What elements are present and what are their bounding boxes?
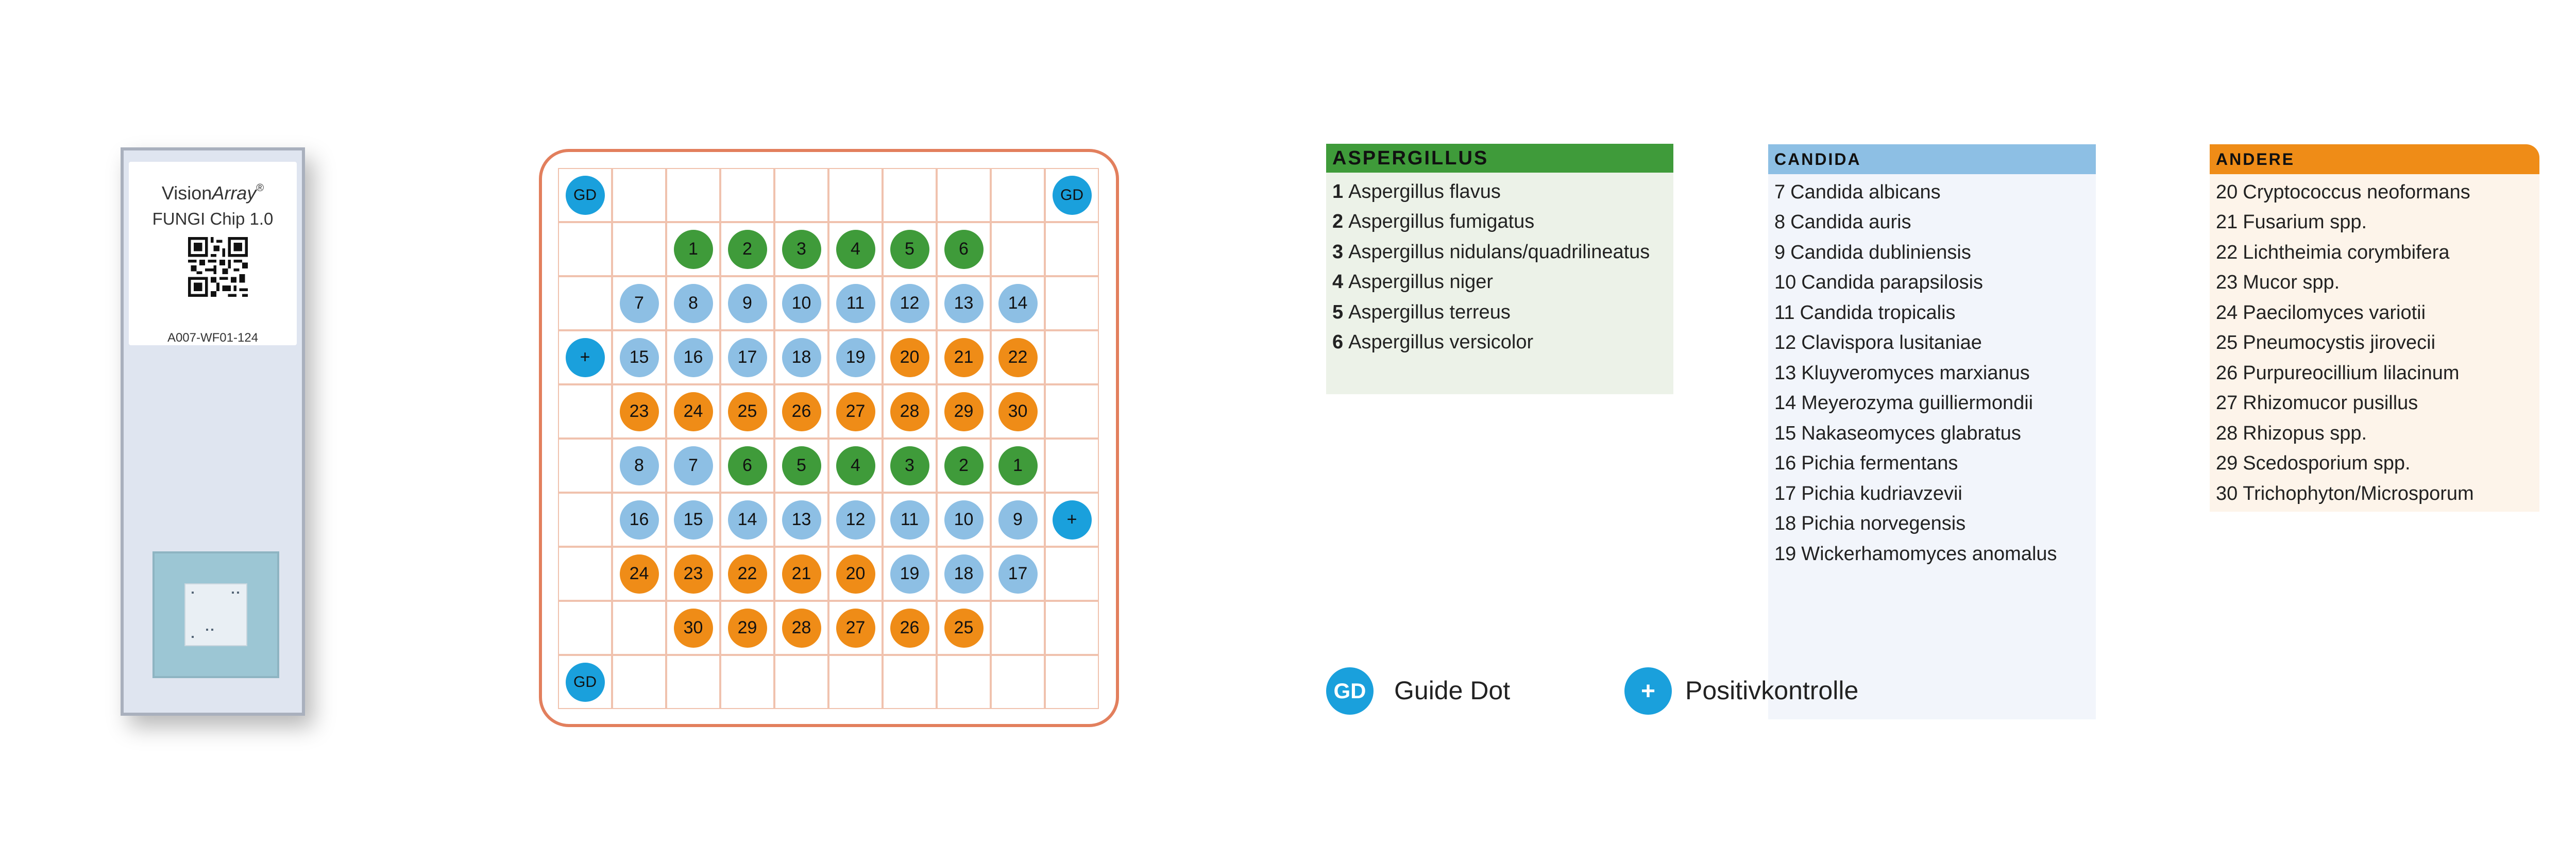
probe-spot: 24 bbox=[620, 554, 659, 594]
legend-item bbox=[2216, 389, 2533, 419]
legend-item-name: Mucor spp. bbox=[2243, 272, 2340, 294]
legend-item-name: Candida albicans bbox=[1790, 181, 1941, 203]
legend-item bbox=[1774, 389, 2090, 419]
probe-spot: 10 bbox=[944, 500, 984, 540]
legend-item-name: Rhizopus spp. bbox=[2243, 422, 2367, 444]
legend-item-number: 11 bbox=[1774, 301, 1795, 324]
legend-item bbox=[1774, 208, 2090, 238]
guide-dot-spot: GD bbox=[566, 663, 605, 702]
probe-spot: 18 bbox=[944, 554, 984, 594]
legend-item-name: Aspergillus niger bbox=[1348, 271, 1494, 293]
legend-item-number: 14 bbox=[1774, 392, 1797, 414]
probe-spot: 26 bbox=[890, 609, 929, 648]
probe-spot: 23 bbox=[620, 392, 659, 431]
legend-item-name: Paecilomyces variotii bbox=[2243, 301, 2426, 324]
probe-spot: 4 bbox=[836, 230, 875, 269]
chip-array-area bbox=[184, 583, 247, 646]
probe-spot: 6 bbox=[728, 446, 767, 485]
chip-brand bbox=[129, 182, 297, 204]
probe-spot: 29 bbox=[944, 392, 984, 431]
probe-spot: 12 bbox=[890, 284, 929, 323]
probe-spot: 7 bbox=[620, 284, 659, 323]
legend-item bbox=[1774, 177, 2090, 208]
legend-item bbox=[1332, 237, 1667, 267]
guide-dot-spot: GD bbox=[566, 176, 605, 215]
legend-item-name: Rhizomucor pusillus bbox=[2243, 392, 2418, 414]
legend-item-name: Lichtheimia corymbifera bbox=[2243, 241, 2450, 263]
legend-item-number: 15 bbox=[1774, 422, 1797, 444]
legend-item bbox=[2216, 298, 2533, 328]
chip-label bbox=[129, 162, 297, 345]
chip-brand-italic: Array bbox=[212, 182, 257, 204]
probe-spot: 10 bbox=[782, 284, 821, 323]
legend-item-number: 10 bbox=[1774, 272, 1797, 294]
legend-item bbox=[2216, 358, 2533, 389]
probe-spot: 2 bbox=[944, 446, 984, 485]
probe-spot: 22 bbox=[998, 338, 1038, 377]
positive-control-key-icon: + bbox=[1624, 667, 1672, 715]
probe-spot: 7 bbox=[674, 446, 713, 485]
grid-lines bbox=[558, 168, 1099, 709]
probe-spot: 8 bbox=[674, 284, 713, 323]
legend-item-number: 29 bbox=[2216, 452, 2238, 475]
legend-item bbox=[2216, 177, 2533, 208]
probe-spot: 17 bbox=[728, 338, 767, 377]
probe-spot: 2 bbox=[728, 230, 767, 269]
probe-spot: 29 bbox=[728, 609, 767, 648]
legend-aspergillus-title: ASPERGILLUS bbox=[1326, 144, 1673, 173]
probe-spot: 19 bbox=[890, 554, 929, 594]
positive-control-key-label: Positivkontrolle bbox=[1685, 676, 1859, 705]
probe-spot: 24 bbox=[674, 392, 713, 431]
legend-item-number: 25 bbox=[2216, 332, 2238, 354]
probe-spot: 4 bbox=[836, 446, 875, 485]
legend-item-name: Candida auris bbox=[1790, 211, 1911, 233]
legend-item bbox=[1332, 328, 1667, 358]
legend-item-name: Kluyveromyces marxianus bbox=[1801, 362, 2030, 384]
legend-aspergillus-list bbox=[1326, 173, 1673, 394]
probe-spot: 25 bbox=[944, 609, 984, 648]
guide-dot-spot: GD bbox=[1053, 176, 1092, 215]
probe-spot: 12 bbox=[836, 500, 875, 540]
legend-andere-title: ANDERE bbox=[2210, 144, 2539, 174]
legend-item-number: 17 bbox=[1774, 482, 1797, 504]
legend-item-name: Purpureocillium lilacinum bbox=[2243, 362, 2460, 384]
legend-item bbox=[1774, 238, 2090, 268]
legend-candida bbox=[1768, 144, 2096, 719]
legend-item-number: 21 bbox=[2216, 211, 2238, 233]
legend-item bbox=[1332, 297, 1667, 328]
probe-spot: 8 bbox=[620, 446, 659, 485]
legend-item-number: 27 bbox=[2216, 392, 2238, 414]
legend-item bbox=[1332, 207, 1667, 238]
probe-spot: 23 bbox=[674, 554, 713, 594]
legend-item-name: Pichia fermentans bbox=[1801, 452, 1958, 475]
probe-spot: 21 bbox=[944, 338, 984, 377]
legend-item bbox=[1774, 509, 2090, 540]
probe-spot: 14 bbox=[998, 284, 1038, 323]
legend-item-name: Candida tropicalis bbox=[1800, 301, 1956, 324]
legend-item bbox=[1774, 418, 2090, 449]
legend-item bbox=[1332, 267, 1667, 298]
probe-spot: 1 bbox=[998, 446, 1038, 485]
legend-item-number: 3 bbox=[1332, 241, 1344, 263]
probe-spot: 13 bbox=[944, 284, 984, 323]
legend-item bbox=[2216, 328, 2533, 359]
probe-spot: 3 bbox=[782, 230, 821, 269]
probe-spot: 27 bbox=[836, 392, 875, 431]
legend-item-name: Aspergillus nidulans/quadrilineatus bbox=[1348, 241, 1650, 263]
legend-item-number: 22 bbox=[2216, 241, 2238, 263]
legend-item bbox=[2216, 418, 2533, 449]
legend-item bbox=[1774, 479, 2090, 509]
legend-item-number: 12 bbox=[1774, 332, 1797, 354]
chip-model: FUNGI Chip 1.0 bbox=[152, 209, 274, 228]
legend-item-name: Aspergillus flavus bbox=[1348, 180, 1501, 203]
legend-item bbox=[2216, 208, 2533, 238]
legend-aspergillus bbox=[1326, 144, 1673, 394]
legend-item bbox=[1774, 268, 2090, 298]
guide-dot-key-label: Guide Dot bbox=[1394, 676, 1511, 705]
legend-item bbox=[2216, 268, 2533, 298]
probe-spot: 14 bbox=[728, 500, 767, 540]
legend-item-number: 1 bbox=[1332, 180, 1344, 203]
legend-item bbox=[1332, 177, 1667, 207]
probe-spot: 9 bbox=[728, 284, 767, 323]
legend-item-number: 20 bbox=[2216, 181, 2238, 203]
legend-item-number: 13 bbox=[1774, 362, 1797, 384]
legend-item bbox=[2216, 449, 2533, 479]
probe-spot: 18 bbox=[782, 338, 821, 377]
legend-item-number: 7 bbox=[1774, 181, 1786, 203]
probe-spot: 9 bbox=[998, 500, 1038, 540]
probe-spot: 19 bbox=[836, 338, 875, 377]
legend-item-name: Cryptococcus neoformans bbox=[2243, 181, 2470, 203]
probe-spot: 28 bbox=[890, 392, 929, 431]
probe-spot: 11 bbox=[890, 500, 929, 540]
legend-item-number: 24 bbox=[2216, 301, 2238, 324]
probe-spot: 6 bbox=[944, 230, 984, 269]
legend-item-number: 19 bbox=[1774, 543, 1797, 565]
qr-code-icon bbox=[188, 237, 248, 297]
legend-item bbox=[1774, 298, 2090, 328]
legend-item-name: Scedosporium spp. bbox=[2243, 452, 2411, 475]
probe-spot: 21 bbox=[782, 554, 821, 594]
probe-spot: 20 bbox=[890, 338, 929, 377]
legend-item bbox=[2216, 479, 2533, 509]
legend-item-number: 6 bbox=[1332, 331, 1344, 353]
probe-spot: 20 bbox=[836, 554, 875, 594]
legend-item-name: Pichia kudriavzevii bbox=[1801, 482, 1962, 504]
probe-spot: 16 bbox=[620, 500, 659, 540]
legend-item-number: 2 bbox=[1332, 211, 1344, 233]
legend-item-number: 16 bbox=[1774, 452, 1797, 475]
legend-item-name: Aspergillus terreus bbox=[1348, 301, 1511, 323]
legend-candida-list bbox=[1768, 174, 2096, 719]
legend-item-number: 18 bbox=[1774, 513, 1797, 535]
legend-item bbox=[1774, 328, 2090, 359]
fungi-chip-slide bbox=[121, 147, 305, 716]
probe-spot: 13 bbox=[782, 500, 821, 540]
chip-brand-text: Vision bbox=[161, 182, 212, 204]
chip-array-window bbox=[152, 551, 279, 678]
legend-item-name: Wickerhamomyces anomalus bbox=[1801, 543, 2057, 565]
probe-spot: 28 bbox=[782, 609, 821, 648]
guide-dot-key-icon: GD bbox=[1326, 667, 1374, 715]
legend-item bbox=[1774, 539, 2090, 569]
probe-spot: 16 bbox=[674, 338, 713, 377]
probe-spot: 17 bbox=[998, 554, 1038, 594]
probe-spot: 27 bbox=[836, 609, 875, 648]
legend-item-number: 5 bbox=[1332, 301, 1344, 323]
legend-item-name: Aspergillus fumigatus bbox=[1348, 211, 1535, 233]
chip-serial-number: A007-WF01-124 bbox=[167, 331, 259, 345]
legend-item-name: Pneumocystis jirovecii bbox=[2243, 332, 2436, 354]
probe-spot: 5 bbox=[890, 230, 929, 269]
legend-item-number: 4 bbox=[1332, 271, 1344, 293]
legend-item-name: Nakaseomyces glabratus bbox=[1801, 422, 2021, 444]
probe-spot: 3 bbox=[890, 446, 929, 485]
legend-item bbox=[1774, 449, 2090, 479]
probe-spot: 22 bbox=[728, 554, 767, 594]
legend-item-number: 26 bbox=[2216, 362, 2238, 384]
legend-item-name: Trichophyton/Microsporum bbox=[2243, 482, 2474, 504]
array-marker-dots-icon bbox=[185, 584, 246, 645]
positive-control-spot: + bbox=[566, 338, 605, 377]
legend-item bbox=[1774, 358, 2090, 389]
probe-spot: 1 bbox=[674, 230, 713, 269]
probe-spot: 30 bbox=[998, 392, 1038, 431]
legend-candida-title: CANDIDA bbox=[1768, 144, 2096, 174]
probe-spot: 30 bbox=[674, 609, 713, 648]
probe-spot: 11 bbox=[836, 284, 875, 323]
probe-spot: 5 bbox=[782, 446, 821, 485]
probe-spot: 26 bbox=[782, 392, 821, 431]
probe-spot: 15 bbox=[674, 500, 713, 540]
legend-item bbox=[2216, 238, 2533, 268]
legend-andere-list bbox=[2210, 174, 2539, 512]
legend-item-name: Pichia norvegensis bbox=[1801, 513, 1966, 535]
chip-brand-mark: ® bbox=[256, 182, 264, 194]
legend-andere bbox=[2210, 144, 2539, 512]
legend-item-number: 9 bbox=[1774, 241, 1786, 263]
legend-item-number: 8 bbox=[1774, 211, 1786, 233]
legend-item-name: Candida dubliniensis bbox=[1790, 241, 1971, 263]
legend-item-name: Fusarium spp. bbox=[2243, 211, 2367, 233]
legend-item-name: Candida parapsilosis bbox=[1801, 272, 1984, 294]
probe-spot: 25 bbox=[728, 392, 767, 431]
positive-control-spot: + bbox=[1053, 500, 1092, 540]
legend-item-number: 28 bbox=[2216, 422, 2238, 444]
legend-item-name: Aspergillus versicolor bbox=[1348, 331, 1534, 353]
legend-item-number: 30 bbox=[2216, 482, 2238, 504]
probe-spot: 15 bbox=[620, 338, 659, 377]
legend-item-name: Meyerozyma guilliermondii bbox=[1801, 392, 2033, 414]
legend-item-number: 23 bbox=[2216, 272, 2238, 294]
legend-item-name: Clavispora lusitaniae bbox=[1801, 332, 1982, 354]
